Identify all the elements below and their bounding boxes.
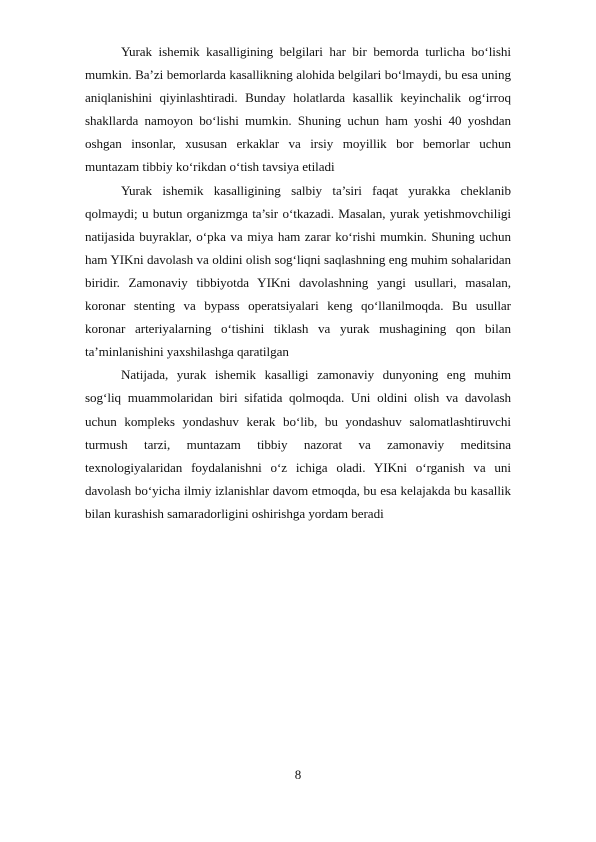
paragraph-2: Yurak ishemik kasalligining salbiy ta’siri faqat yurakka cheklanib qolmaydi; u butun organizmga ta’sir o‘tkazadi. Masalan, yurak yetishmovchiligi natijasida buyraklar, o‘pka va miya ham zarar ko‘rishi mumkin. Shuning uchun ham YIKni davolash va oldini olish sog‘liqni saqlashning eng muhim sohalaridan biridir. Zamonaviy tibbiyotda YIKni davolashning yangi usullari, masalan, koronar stenting va bypass operatsiyalari keng qo‘llanilmoqda. Bu usullar koronar arteriyalarning o‘tishini tiklash va yurak mushagining qon bilan ta’minlanishini yaxshilashga qaratilgan	[85, 182, 511, 360]
paragraph-3: Natijada, yurak ishemik kasalligi zamonaviy dunyoning eng muhim sog‘liq muammolaridan biri sifatida qolmoqda. Uni oldini olish va davolash uchun kompleks yondashuv kerak bo‘lib, bu yondashuv salomatlashtiruvchi turmush tarzi, muntazam tibbiy nazorat va zamonaviy meditsina texnologiyalaridan foydalanishni o‘z ichiga oladi. YIKni o‘rganish va uni davolash bo‘yicha ilmiy izlanishlar davom etmoqda, bu esa kelajakda bu kasallik bilan kurashish samaradorligini oshirishga yordam beradi	[85, 367, 511, 521]
page-number: 8	[294, 767, 302, 782]
body-text	[85, 40, 511, 525]
paragraph-1: Yurak ishemik kasalligining belgilari har bir bemorda turlicha bo‘lishi mumkin. Ba’zi bemorlarda kasallikning alohida belgilari bo‘lmaydi, bu esa uning aniqlanishini qiyinlashtiradi. Bunday holatlarda kasallik keyinchalik og‘irroq shakllarda namoyon bo‘lishi mumkin. Shuning uchun ham yoshi 40 yoshdan oshgan insonlar, xususan erkaklar va irsiy moyillik bor bemorlar uchun muntazam tibbiy ko‘rikdan o‘tish tavsiya etiladi	[85, 44, 511, 175]
